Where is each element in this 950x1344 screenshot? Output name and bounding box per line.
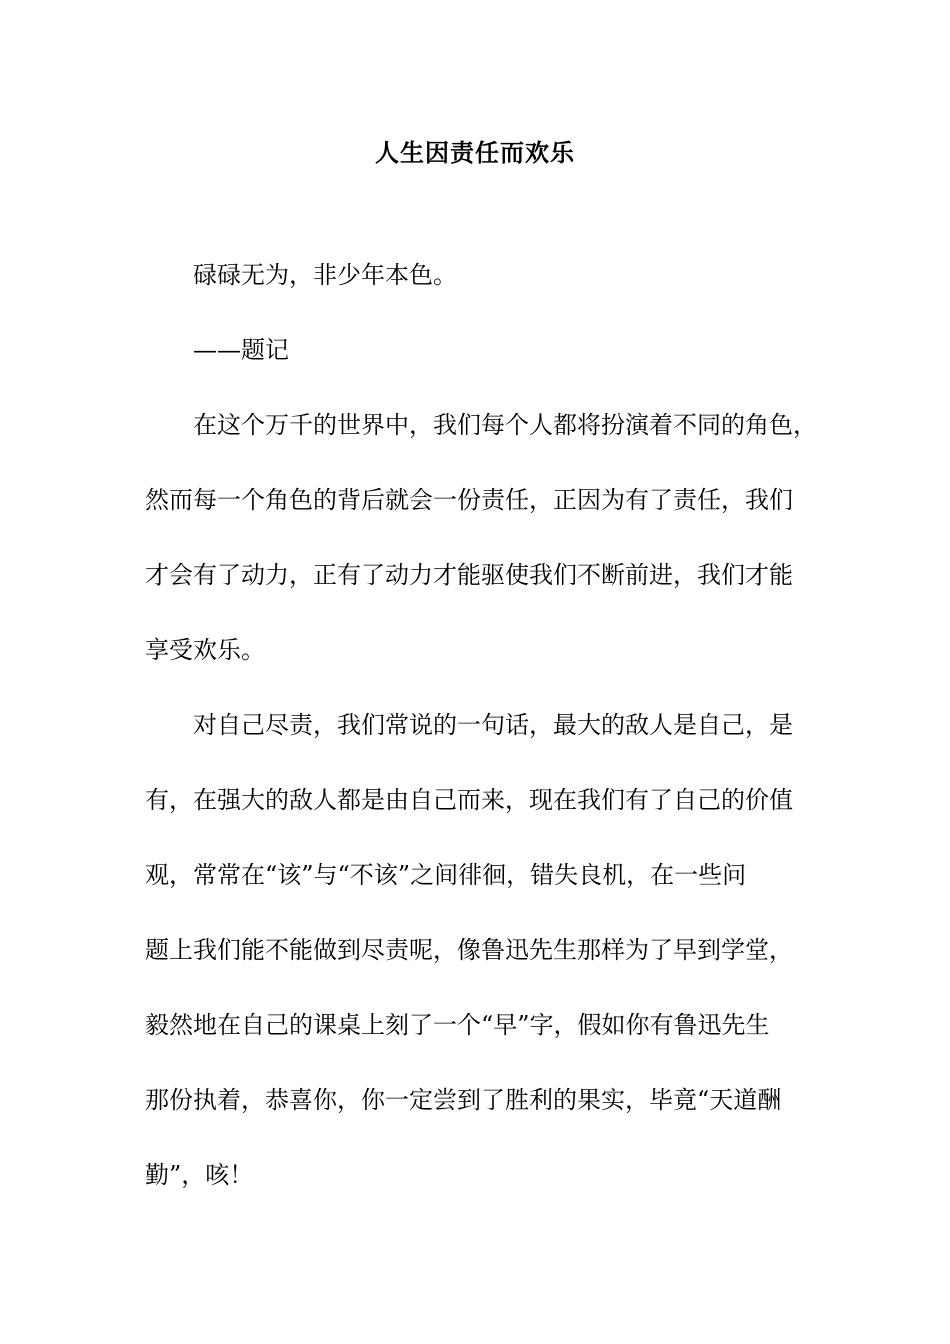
- epigraph-text: 碌碌无为，非少年本色。: [193, 261, 457, 289]
- paragraph-line: 观，常常在“该”与“不该”之间徘徊，错失良机，在一些问: [145, 861, 747, 889]
- paragraph-line: 享受欢乐。: [145, 636, 265, 664]
- paragraph-line: 那份执着，恭喜你，你一定尝到了胜利的果实，毕竟“天道酬: [145, 1086, 782, 1114]
- paragraph-line: 才会有了动力，正有了动力才能驱使我们不断前进，我们才能: [145, 561, 793, 589]
- paragraph-line: 勤”，咳！: [145, 1161, 254, 1189]
- paragraph-line: 对自己尽责，我们常说的一句话，最大的敌人是自己，是: [193, 711, 793, 739]
- epigraph-attribution: ——题记: [193, 336, 289, 364]
- paragraph-line: 在这个万千的世界中，我们每个人都将扮演着不同的角色，: [193, 411, 817, 439]
- paragraph-line: 有，在强大的敌人都是由自己而来，现在我们有了自己的价值: [145, 786, 793, 814]
- paragraph-line: 题上我们能不能做到尽责呢，像鲁迅先生那样为了早到学堂，: [145, 936, 793, 964]
- document-title: 人生因责任而欢乐: [375, 138, 575, 167]
- paragraph-line: 毅然地在自己的课桌上刻了一个“早”字，假如你有鲁迅先生: [145, 1011, 770, 1039]
- paragraph-line: 然而每一个角色的背后就会一份责任，正因为有了责任，我们: [145, 486, 793, 514]
